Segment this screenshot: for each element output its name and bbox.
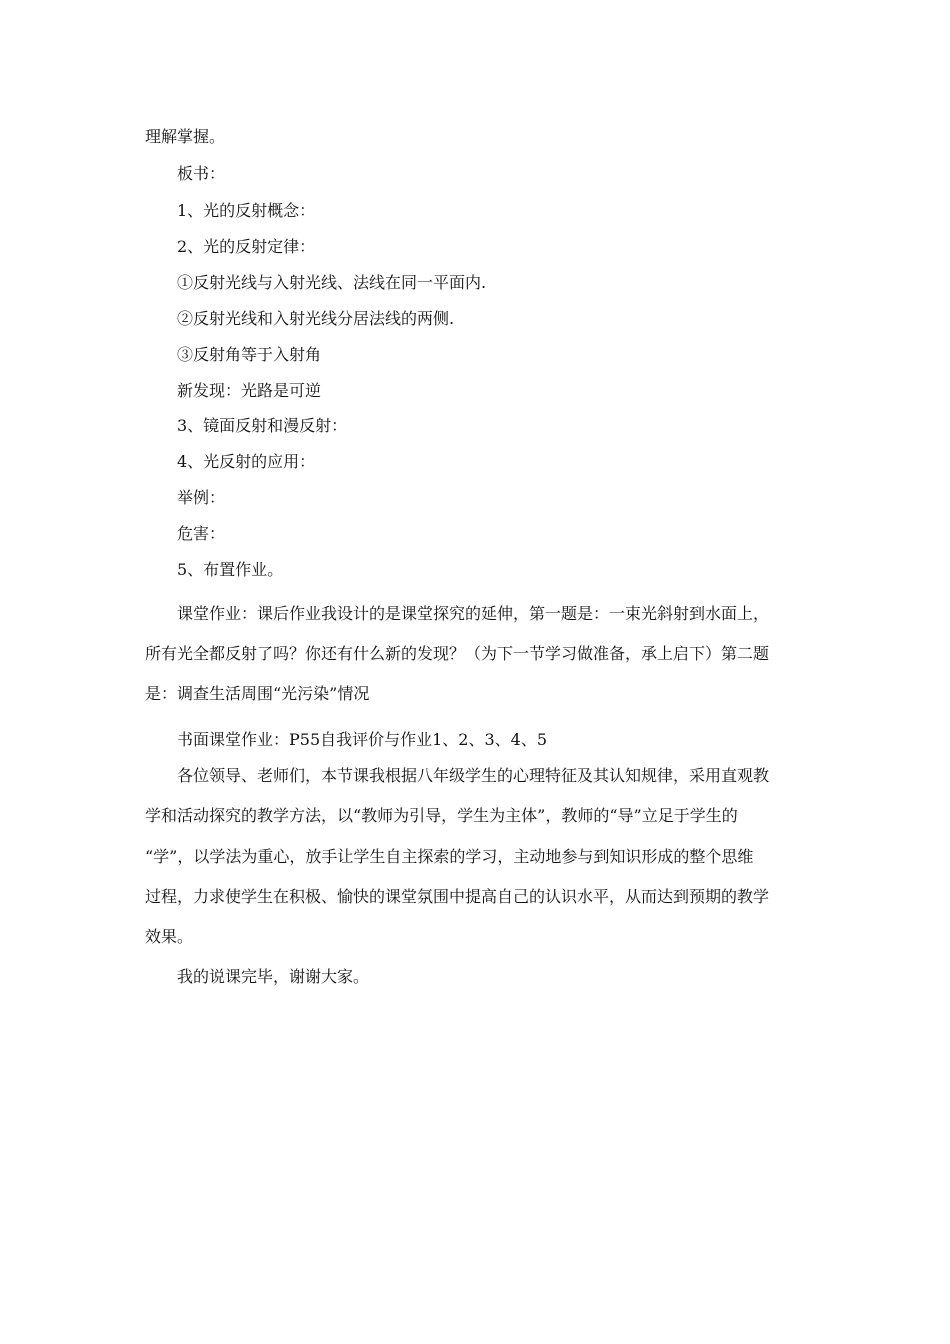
text-line: “学”，以学法为重心，放手让学生自主探索的学习，主动地参与到知识形成的整个思维 [145,847,754,866]
text-line: ③反射角等于入射角 [177,345,322,364]
text-line: 我的说课完毕，谢谢大家。 [177,967,370,986]
text-line: 1、光的反射概念： [177,201,316,220]
text-line: 所有光全都反射了吗？你还有什么新的发现？（为下一节学习做准备，承上启下）第二题 [145,644,770,663]
text-line: 4、光反射的应用： [177,452,316,471]
text-line: ②反射光线和入射光线分居法线的两侧. [177,309,455,328]
text-line: 3、镜面反射和漫反射： [177,416,348,435]
text-line: 学和活动探究的教学方法，以“教师为引导，学生为主体”，教师的“导”立足于学生的 [145,806,738,825]
text-line: 效果。 [145,927,194,946]
text-line: 2、光的反射定律： [177,237,316,256]
text-line: 5、布置作业。 [177,560,284,579]
text-line: 危害： [177,524,226,543]
text-line: 新发现：光路是可逆 [177,381,322,400]
text-line: 课堂作业：课后作业我设计的是课堂探究的延伸，第一题是：一束光斜射到水面上， [177,604,770,623]
text-line: 是：调查生活周围“光污染”情况 [145,684,370,703]
text-line: 板书： [177,164,226,183]
text-line: 举例： [177,488,226,507]
text-line: 理解掌握。 [145,127,226,146]
text-line: 书面课堂作业：P55自我评价与作业1、2、3、4、5 [177,730,548,749]
text-line: 各位领导、老师们，本节课我根据八年级学生的心理特征及其认知规律，采用直观教 [177,766,770,785]
text-line: ①反射光线与入射光线、法线在同一平面内. [177,273,487,292]
text-line: 过程，力求使学生在积极、愉快的课堂氛围中提高自己的认识水平，从而达到预期的教学 [145,887,770,906]
